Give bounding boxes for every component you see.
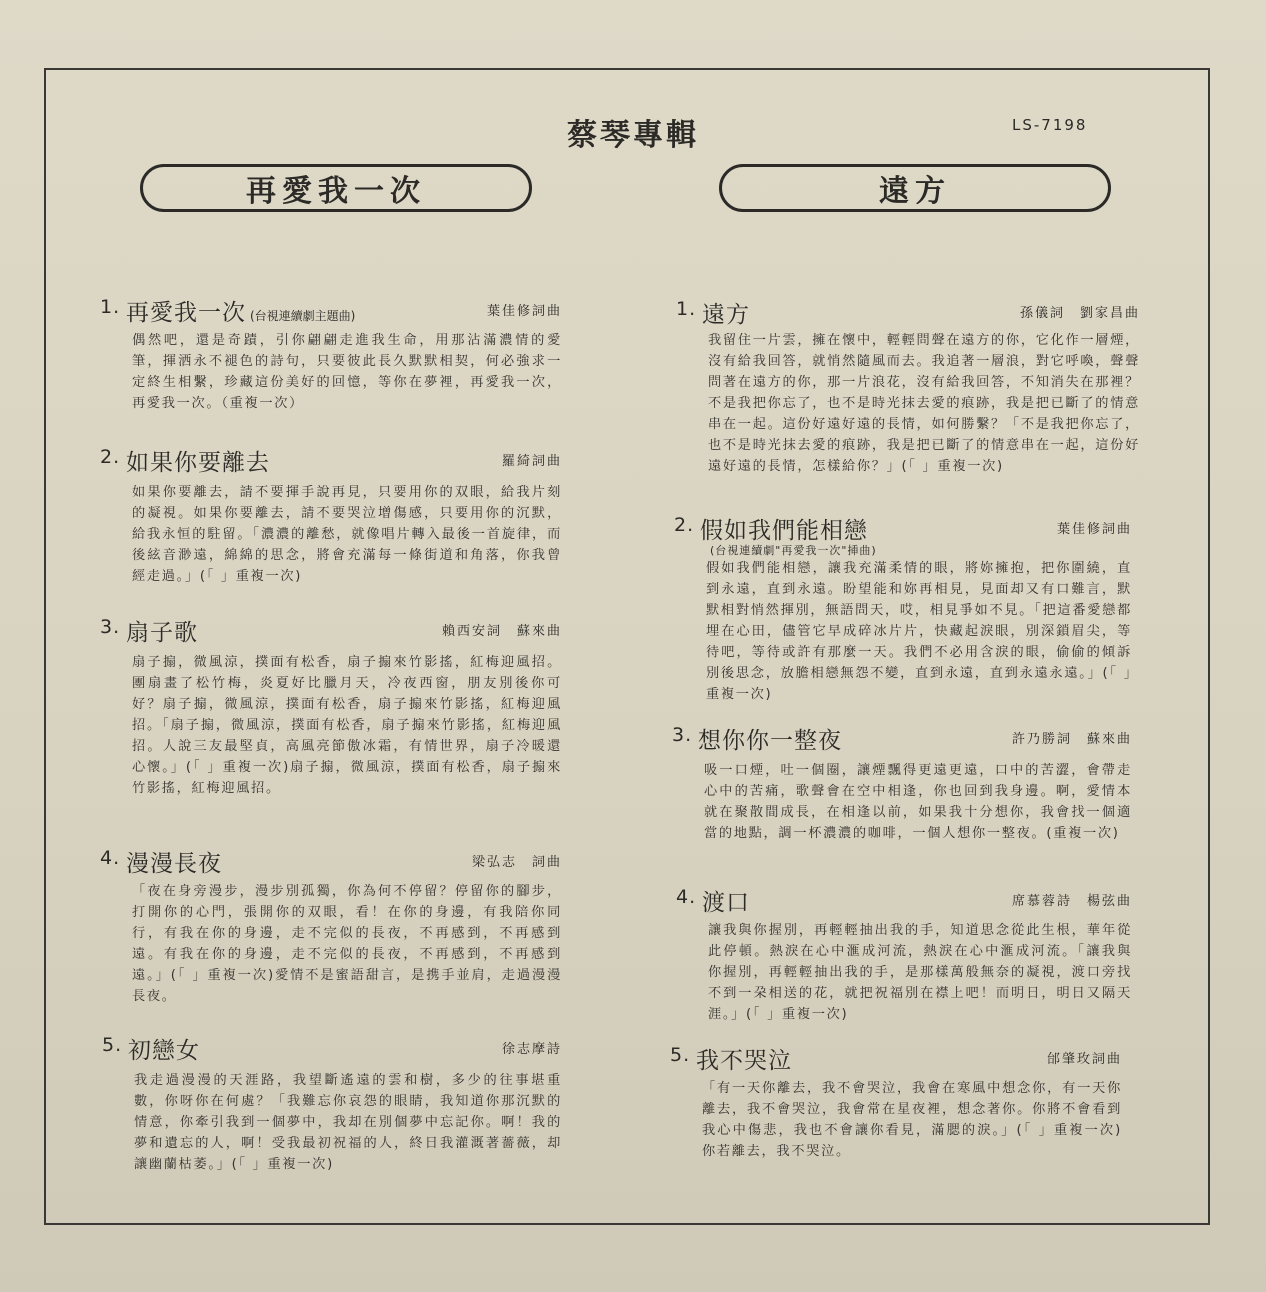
song-number: 2. (100, 446, 121, 468)
song-a5 (102, 1032, 562, 1175)
song-b4 (676, 884, 1132, 1025)
song-title: 漫漫長夜 (126, 851, 222, 877)
song-credit: 邰肇玫詞曲 (1046, 1052, 1122, 1067)
song-number: 1. (676, 298, 697, 320)
song-a1 (100, 294, 562, 414)
song-credit: 許乃勝詞 蘇來曲 (1011, 732, 1132, 747)
song-credit: 葉佳修詞曲 (1056, 522, 1132, 537)
song-credit: 梁弘志 詞曲 (471, 855, 562, 870)
song-a3 (100, 614, 562, 799)
song-title: 扇子歌 (126, 620, 198, 646)
song-title: 遠方 (702, 302, 750, 328)
song-number: 5. (670, 1044, 691, 1066)
song-number: 1. (100, 296, 121, 318)
song-title: 如果你要離去 (126, 450, 270, 476)
album-title: 蔡琴專輯 (567, 118, 699, 153)
song-lyrics: 扇子搧，微風涼，撲面有松香，扇子搧來竹影搖，紅梅迎風招。團扇畫了松竹梅，炎夏好比臘月天，冷夜西窗，朋友別後你可好？扇子搧，微風涼，撲面有松香，扇子搧來竹影搖，紅梅迎風招。「扇子搧，微風涼，撲面有松香，扇子搧來竹影搖，紅梅迎風招。人說三友最堅貞，高風亮節傲冰霜，有情世界，扇子冷暖還心懷。」(「 」重複一次)扇子搧，微風涼，撲面有松香，扇子搧來竹影搖，紅梅迎風招。 (132, 655, 562, 796)
song-lyrics: 吸一口煙，吐一個圈，讓煙飄得更遠更遠，口中的苦澀，會帶走心中的苦痛，歌聲會在空中相逢，你也回到我身邊。啊，愛情本就在聚散間成長，在相逢以前，如果我十分想你，我會找一個適當的地點，調一杯濃濃的咖啡，一個人想你一整夜。(重複一次) (704, 763, 1132, 841)
song-number: 5. (102, 1034, 123, 1056)
song-b3 (672, 722, 1132, 844)
song-title: 渡口 (702, 890, 750, 916)
song-title: 假如我們能相戀 (700, 518, 868, 544)
song-subtitle: (台視連續劇"再愛我一次"揷曲) (710, 544, 877, 557)
catalog-number: LS-7198 (1012, 116, 1088, 134)
song-lyrics: 偶然吧，還是奇蹟，引你翩翩走進我生命，用那沾滿濃情的愛筆，揮洒永不褪色的詩句，只要彼此長久默默相契，何必強求一定終生相繫，珍藏這份美好的回憶，等你在夢裡，再愛我一次，再愛我一次。（重複一次） (132, 333, 562, 411)
song-number: 2. (674, 514, 695, 536)
song-number: 3. (672, 724, 693, 746)
song-lyrics: 我走過漫漫的天涯路，我望斷遙遠的雲和樹，多少的往事堪重數，你呀你在何處？「我難忘你哀怨的眼睛，我知道你那沉默的情意，你牽引我到一個夢中，我却在別個夢中忘記你。啊！我的夢和遺忘的人，啊！受我最初祝福的人，終日我灌溉著薔薇，却讓幽蘭枯萎。」(「 」重複一次) (134, 1073, 562, 1172)
song-lyrics: 「有一天你離去，我不會哭泣，我會在寒風中想念你，有一天你離去，我不會哭泣，我會常在星夜裡，想念著你。你將不會看到我心中傷悲，我也不會讓你看見，滿腮的淚。」(「 」重複一次)你若離去，我不哭泣。 (702, 1081, 1122, 1159)
song-title: 初戀女 (128, 1038, 200, 1064)
song-lyrics: 假如我們能相戀，讓我充滿柔情的眼，將妳擁抱，把你圍繞，直到永遠，直到永遠。盼望能和妳再相見，見面却又有口難言，默默相對悄然揮別，無語問天，哎，相見爭如不見。「把這番愛戀都埋在心田，儘管它早成碎冰片片，快藏起淚眼，別深鎖眉尖，等待吧，等待或許有那麼一天。我們不必用含淚的眼，偷偷的傾訴別後思念，放膽相戀無怨不變，直到永遠，直到永遠永遠。」(「 」重複一次) (706, 561, 1132, 702)
song-lyrics: 如果你要離去，請不要揮手說再見，只要用你的双眼，給我片刻的凝視。如果你要離去，請不要哭泣增傷感，只要用你的沉默，給我永恒的駐留。「濃濃的離愁，就像唱片轉入最後一首旋律，而後絃音渺遠，綿綿的思念，將會充滿每一條街道和角落，你我曾經走過。」(「 」重複一次) (132, 485, 562, 584)
song-a4 (100, 845, 562, 1007)
side-a-title: 再愛我一次 (140, 164, 532, 212)
song-credit: 席慕蓉詩 楊弦曲 (1011, 894, 1132, 909)
song-a2 (100, 444, 562, 587)
side-b-title: 遠方 (719, 164, 1111, 212)
song-number: 4. (676, 886, 697, 908)
song-title: 再愛我一次 (126, 300, 246, 326)
song-lyrics: 「夜在身旁漫步，漫步別孤獨，你為何不停留？停留你的腳步，打開你的心門，張開你的双眼，看！在你的身邊，有我陪你同行，有我在你的身邊，走不完似的長夜，不再感到，不再感到遠。有我在你的身邊，走不完似的長夜，不再感到，不再感到遠。」(「 」重複一次)愛情不是蜜語甜言，是携手並肩，走過漫漫長夜。 (132, 884, 562, 1004)
song-lyrics: 我留住一片雲，擁在懷中，輕輕問聲在遠方的你，它化作一層煙，沒有給我回答，就悄然隨風而去。我追著一層浪，對它呼喚，聲聲問著在遠方的你，那一片浪花，沒有給我回答，不知消失在那裡？不是我把你忘了，也不是時光抹去愛的痕跡，我是把已斷了的情意串在一起。這份好遠好遠的長情，如何勝繫？「不是我把你忘了，也不是時光抹去愛的痕跡，我是把已斷了的情意串在一起，這份好遠好遠的長情，怎樣給你？」(「 」重複一次) (708, 333, 1140, 474)
song-b1 (676, 296, 1140, 477)
song-b5 (670, 1042, 1122, 1162)
song-credit: 徐志摩詩 (501, 1042, 562, 1057)
song-number: 4. (100, 847, 121, 869)
song-b2 (674, 512, 1132, 705)
song-note: (台視連續劇主題曲) (250, 309, 356, 323)
song-title: 我不哭泣 (696, 1048, 792, 1074)
song-credit: 葉佳修詞曲 (486, 304, 562, 319)
song-credit: 孫儀詞 劉家昌曲 (1019, 306, 1140, 321)
song-title: 想你你一整夜 (698, 728, 842, 754)
song-lyrics: 讓我與你握別，再輕輕抽出我的手，知道思念從此生根，華年從此停頓。熱淚在心中滙成河流，熱淚在心中滙成河流。「讓我與你握別，再輕輕抽出我的手，是那樣萬般無奈的凝視，渡口旁找不到一朶相送的花，就把祝福別在襟上吧！而明日，明日又隔天涯。」(「 」重複一次) (708, 923, 1132, 1022)
song-number: 3. (100, 616, 121, 638)
song-credit: 羅綺詞曲 (501, 454, 562, 469)
song-credit: 賴西安詞 蘇來曲 (441, 624, 562, 639)
